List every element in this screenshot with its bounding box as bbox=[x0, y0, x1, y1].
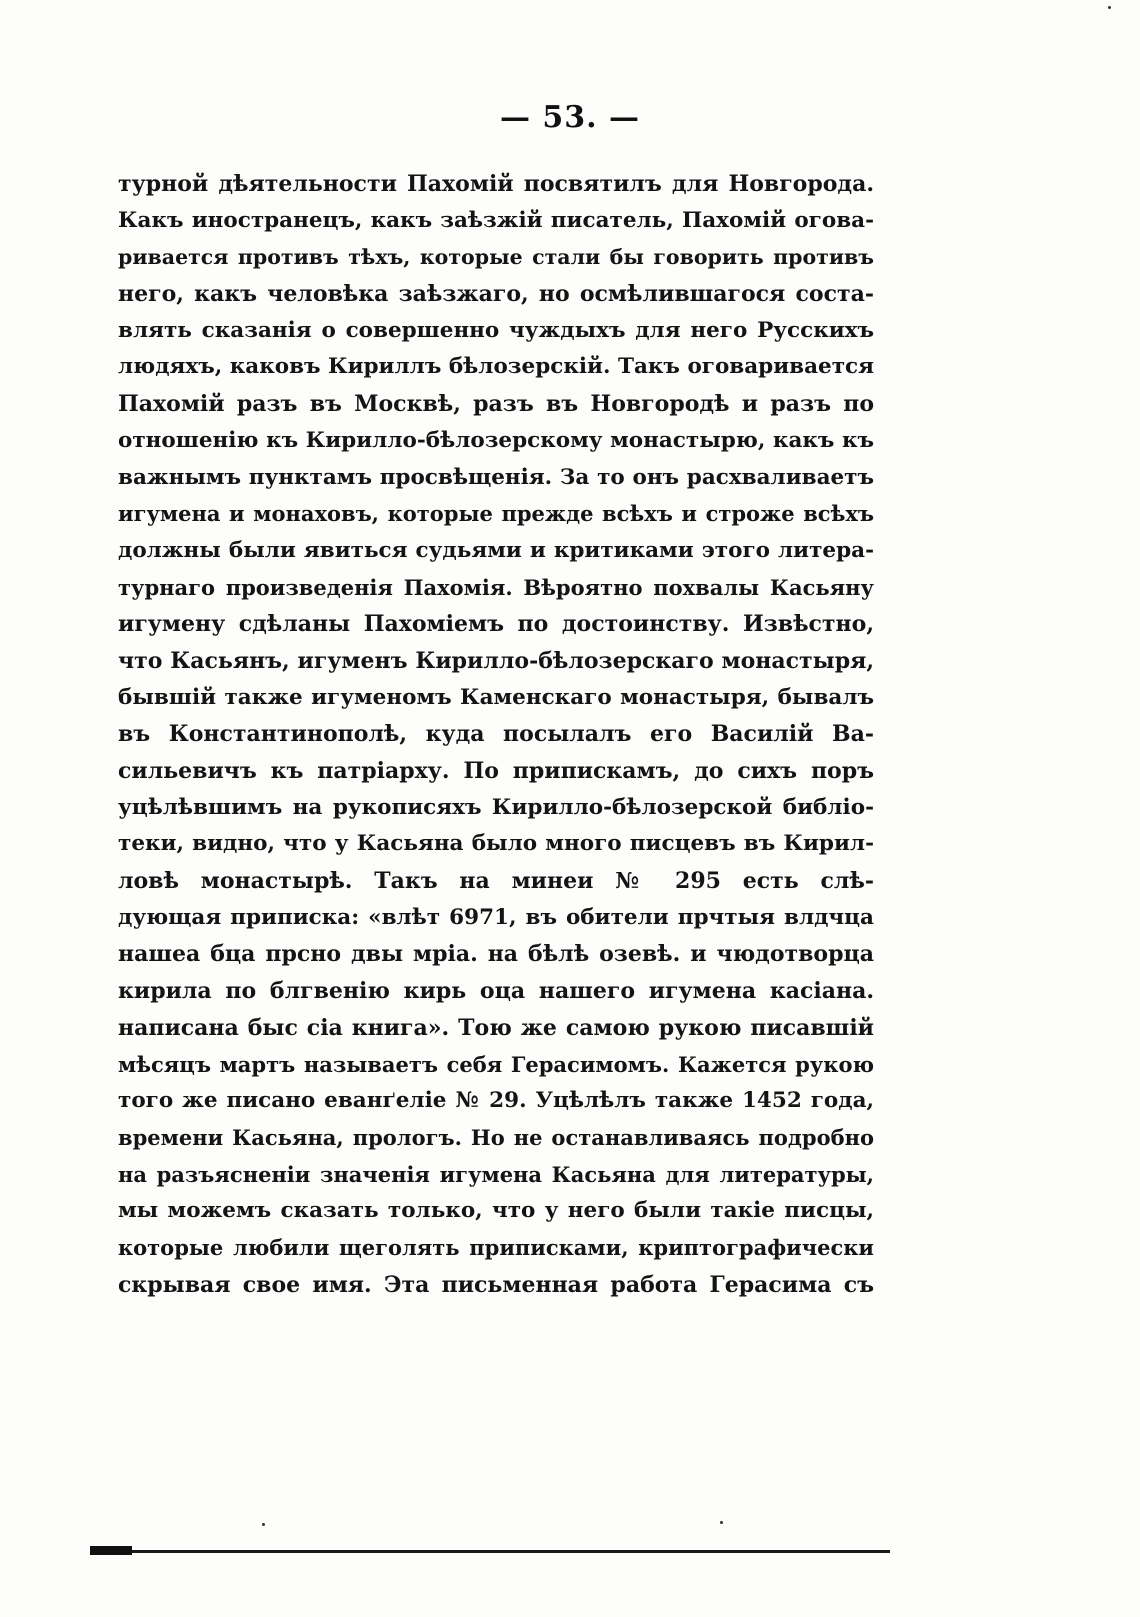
text-line: кирила по блгвенію кирь оца нашего игумена касіана. bbox=[118, 978, 874, 1005]
bottom-rule bbox=[90, 1550, 890, 1553]
text-line: бывшій также игуменомъ Каменскаго монастыря, бывалъ bbox=[118, 684, 874, 710]
text-line: игумена и монаховъ, которые прежде всѣхъ и строже всѣхъ bbox=[118, 501, 874, 527]
text-line: сильевичъ къ патріарху. По припискамъ, до сихъ поръ bbox=[118, 758, 874, 784]
text-line: отношенію къ Кирилло-бѣлозерскому монастырю, какъ къ bbox=[118, 427, 874, 453]
text-line: людяхъ, каковъ Кириллъ бѣлозерскій. Такъ оговаривается bbox=[118, 354, 874, 380]
text-line: игумену сдѣланы Пахоміемъ по достоинству. Извѣстно, bbox=[118, 611, 874, 638]
scan-speck bbox=[262, 1523, 265, 1526]
text-line: уцѣлѣвшимъ на рукописяхъ Кирилло-бѣлозерской библіо- bbox=[118, 794, 874, 820]
text-line: на разъясненіи значенія игумена Касьяна для литературы, bbox=[118, 1161, 874, 1187]
text-line: турнаго произведенія Пахомія. Вѣроятно похвалы Касьяну bbox=[118, 574, 874, 600]
text-line: нашеа бца прсно двы мріа. на бѣлѣ озевѣ. и чюдотворца bbox=[118, 941, 874, 968]
text-line: скрывая свое имя. Эта письменная работа Герасима съ bbox=[118, 1271, 874, 1298]
text-line: въ Константинополѣ, куда посылалъ его Василій Ва- bbox=[118, 721, 874, 748]
text-line: турной дѣятельности Пахомій посвятилъ для Новгорода. bbox=[118, 171, 874, 197]
text-line: должны были явиться судьями и критиками этого литера- bbox=[118, 537, 874, 563]
text-line: ривается противъ тѣхъ, которые стали бы говорить противъ bbox=[118, 245, 874, 270]
text-line: того же писано еванґеліе № 29. Уцѣлѣлъ также 1452 года, bbox=[118, 1088, 874, 1114]
text-line: мы можемъ сказать только, что у него были такіе писцы, bbox=[118, 1198, 874, 1224]
text-line: ловѣ монастырѣ. Такъ на минеи № 295 есть слѣ- bbox=[118, 868, 874, 895]
text-line: важнымъ пунктамъ просвѣщенія. За то онъ расхваливаетъ bbox=[118, 464, 874, 490]
body-text bbox=[118, 166, 874, 1303]
text-line: времени Касьяна, прологъ. Но не останавливаясь подробно bbox=[118, 1124, 874, 1150]
text-line: него, какъ человѣка заѣзжаго, но осмѣлившагося соста- bbox=[118, 281, 874, 308]
text-line: Пахомій разъ въ Москвѣ, разъ въ Новгородѣ и разъ по bbox=[118, 391, 874, 418]
text-line: теки, видно, что у Касьяна было много писцевъ въ Кирил- bbox=[118, 831, 874, 857]
text-line: написана быс сіа книга». Тою же самою рукою писавшій bbox=[118, 1014, 874, 1041]
bottom-rule-mark bbox=[90, 1546, 132, 1555]
scan-speck bbox=[720, 1521, 723, 1524]
text-line: что Касьянъ, игуменъ Кирилло-бѣлозерскаго монастыря, bbox=[118, 647, 874, 674]
page-number: — 53. — bbox=[499, 100, 641, 135]
text-line: дующая приписка: «влѣт 6971, въ обители прчтыя влдчца bbox=[118, 904, 874, 930]
text-line: которые любили щеголять приписками, криптографически bbox=[118, 1234, 874, 1260]
text-line: влять сказанія о совершенно чуждыхъ для него Русскихъ bbox=[118, 317, 874, 343]
text-line: мѣсяцъ мартъ называетъ себя Герасимомъ. Кажется рукою bbox=[118, 1051, 874, 1077]
scan-speck bbox=[1108, 6, 1111, 9]
text-line: Какъ иностранецъ, какъ заѣзжій писатель, Пахомій огова- bbox=[118, 207, 874, 233]
